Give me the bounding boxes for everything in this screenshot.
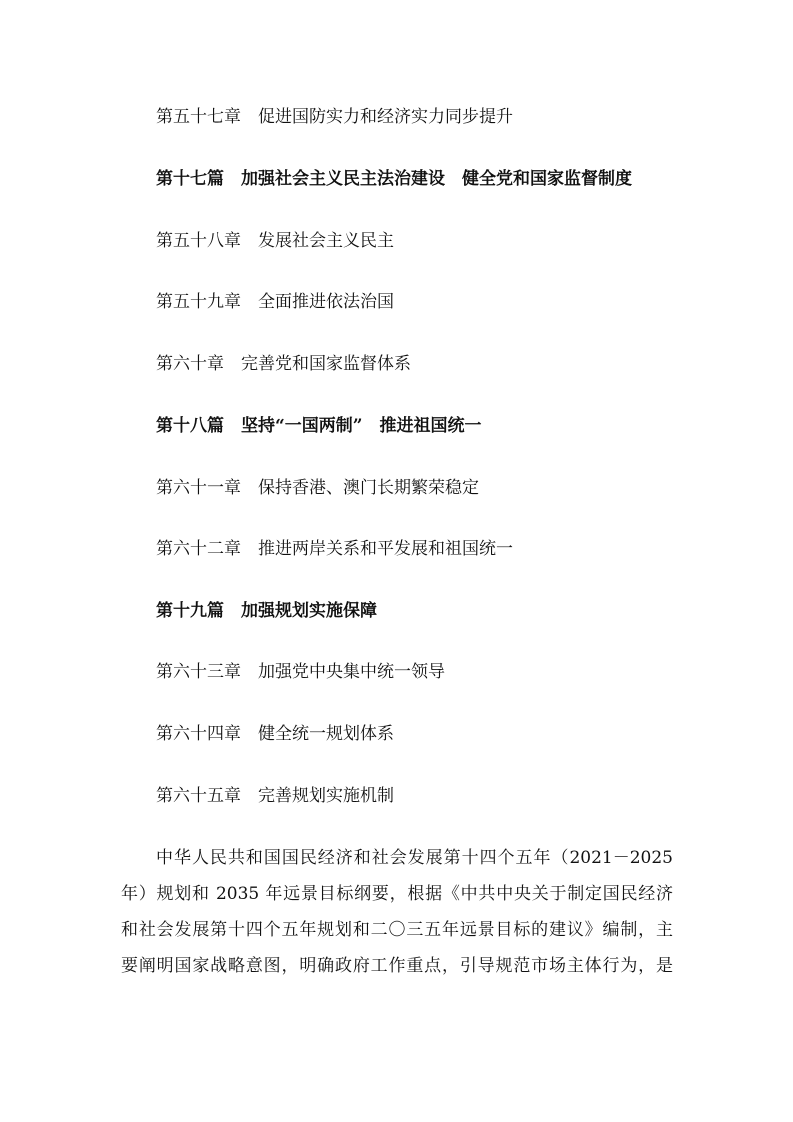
toc-entry-chapter-62 xyxy=(156,538,513,560)
paragraph-line: 和社会发展第十四个五年规划和二〇三五年远景目标的建议》编制，主 xyxy=(121,920,673,940)
toc-entry-chapter-61 xyxy=(156,477,479,499)
chapter-title: 健全统一规划体系 xyxy=(258,724,394,744)
part-number: 第十八篇 xyxy=(156,416,224,436)
part-title: 加强规划实施保障 xyxy=(241,601,377,621)
toc-entry-chapter-57 xyxy=(156,106,513,128)
chapter-number: 第六十四章 xyxy=(156,724,241,744)
toc-entry-part-17 xyxy=(156,168,632,190)
toc-entry-part-18 xyxy=(156,415,482,437)
part-number: 第十九篇 xyxy=(156,601,224,621)
chapter-number: 第六十二章 xyxy=(156,539,241,559)
chapter-number: 第五十七章 xyxy=(156,107,241,127)
chapter-number: 第六十五章 xyxy=(156,786,241,806)
chapter-title: 加强党中央集中统一领导 xyxy=(258,662,445,682)
paragraph-line: 年）规划和 2035 年远景目标纲要，根据《中共中央关于制定国民经济 xyxy=(121,884,673,904)
toc-entry-chapter-64 xyxy=(156,723,394,745)
paragraph-line: 要阐明国家战略意图，明确政府工作重点，引导规范市场主体行为，是 xyxy=(121,956,673,976)
body-paragraph xyxy=(121,840,673,984)
chapter-number: 第六十一章 xyxy=(156,478,241,498)
chapter-title: 完善党和国家监督体系 xyxy=(241,354,411,374)
part-title: 坚持“一国两制” 推进祖国统一 xyxy=(241,416,482,436)
chapter-title: 发展社会主义民主 xyxy=(258,231,394,251)
chapter-title: 全面推进依法治国 xyxy=(258,292,394,312)
chapter-title: 完善规划实施机制 xyxy=(258,786,394,806)
part-number: 第十七篇 xyxy=(156,169,224,189)
chapter-title: 促进国防实力和经济实力同步提升 xyxy=(258,107,513,127)
toc-entry-chapter-58 xyxy=(156,230,394,252)
part-title: 加强社会主义民主法治建设 健全党和国家监督制度 xyxy=(241,169,632,189)
chapter-title: 推进两岸关系和平发展和祖国统一 xyxy=(258,539,513,559)
toc-entry-chapter-63 xyxy=(156,661,445,683)
toc-entry-chapter-59 xyxy=(156,291,394,313)
chapter-number: 第五十八章 xyxy=(156,231,241,251)
chapter-title: 保持香港、澳门长期繁荣稳定 xyxy=(258,478,479,498)
toc-entry-chapter-65 xyxy=(156,785,394,807)
chapter-number: 第六十三章 xyxy=(156,662,241,682)
chapter-number: 第六十章 xyxy=(156,354,224,374)
paragraph-line: 中华人民共和国国民经济和社会发展第十四个五年（2021－2025 xyxy=(156,848,673,868)
toc-entry-chapter-60 xyxy=(156,353,411,375)
chapter-number: 第五十九章 xyxy=(156,292,241,312)
toc-entry-part-19 xyxy=(156,600,377,622)
